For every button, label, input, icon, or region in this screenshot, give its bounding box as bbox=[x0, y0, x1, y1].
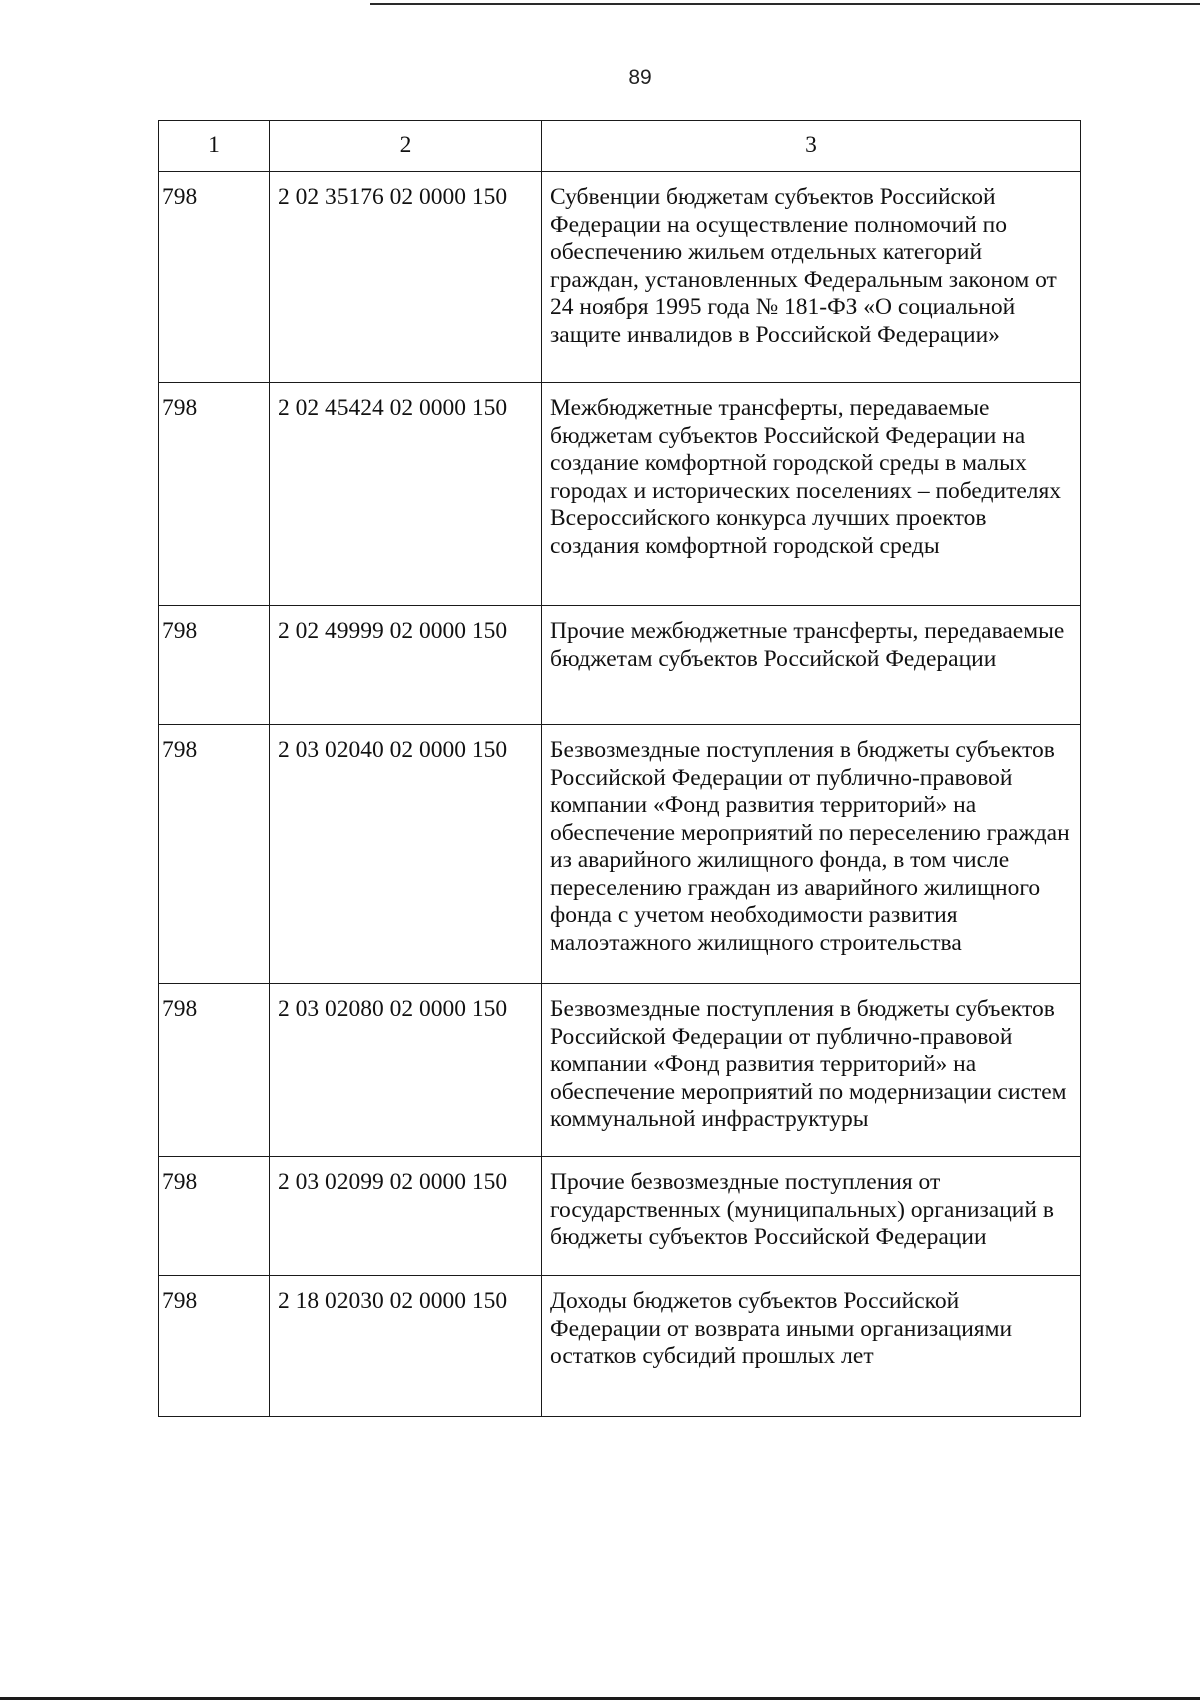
description-cell: Субвенции бюджетам субъектов Российской Федерации на осуществление полномочий по обеспечению жильем отдельных категорий граждан, установленных Федеральным законом от 24 ноября 1995 года № 181-ФЗ «О социальной защите инвалидов в Российской Федерации» bbox=[542, 172, 1081, 383]
description-cell: Доходы бюджетов субъектов Российской Федерации от возврата иными организациями остатков субсидий прошлых лет bbox=[542, 1276, 1081, 1417]
admin-code-cell: 798 bbox=[159, 383, 270, 606]
table-row bbox=[159, 383, 1081, 606]
header-cell-1: 1 bbox=[159, 121, 270, 172]
header-cell-2: 2 bbox=[270, 121, 542, 172]
description-cell: Безвозмездные поступления в бюджеты субъектов Российской Федерации от публично-правовой компании «Фонд развития территорий» на обеспечение мероприятий по модернизации систем коммунальной инфраструктуры bbox=[542, 984, 1081, 1157]
scan-edge-top bbox=[370, 3, 1200, 5]
description-cell: Межбюджетные трансферты, передаваемые бюджетам субъектов Российской Федерации на создание комфортной городской среды в малых городах и исторических поселениях – победителях Всероссийского конкурса лучших проектов создания комфортной городской среды bbox=[542, 383, 1081, 606]
table-row bbox=[159, 172, 1081, 383]
table-row bbox=[159, 606, 1081, 725]
admin-code-cell: 798 bbox=[159, 172, 270, 383]
table-header-row bbox=[159, 121, 1081, 172]
admin-code-cell: 798 bbox=[159, 1276, 270, 1417]
description-cell: Прочие межбюджетные трансферты, передаваемые бюджетам субъектов Российской Федерации bbox=[542, 606, 1081, 725]
table-row bbox=[159, 1276, 1081, 1417]
revenue-code-cell: 2 02 35176 02 0000 150 bbox=[270, 172, 542, 383]
revenue-code-cell: 2 18 02030 02 0000 150 bbox=[270, 1276, 542, 1417]
scan-edge-bottom bbox=[0, 1697, 1200, 1700]
revenue-code-cell: 2 03 02080 02 0000 150 bbox=[270, 984, 542, 1157]
header-cell-3: 3 bbox=[542, 121, 1081, 172]
revenue-code-cell: 2 02 45424 02 0000 150 bbox=[270, 383, 542, 606]
admin-code-cell: 798 bbox=[159, 984, 270, 1157]
revenue-code-cell: 2 02 49999 02 0000 150 bbox=[270, 606, 542, 725]
description-cell: Безвозмездные поступления в бюджеты субъектов Российской Федерации от публично-правовой компании «Фонд развития территорий» на обеспечение мероприятий по переселению граждан из аварийного жилищного фонда, в том числе переселению граждан из аварийного жилищного фонда с учетом необходимости развития малоэтажного жилищного строительства bbox=[542, 725, 1081, 984]
description-cell: Прочие безвозмездные поступления от государственных (муниципальных) организаций в бюджеты субъектов Российской Федерации bbox=[542, 1157, 1081, 1276]
revenue-code-cell: 2 03 02099 02 0000 150 bbox=[270, 1157, 542, 1276]
table-row bbox=[159, 725, 1081, 984]
page-number: 89 bbox=[628, 66, 652, 89]
admin-code-cell: 798 bbox=[159, 1157, 270, 1276]
admin-code-cell: 798 bbox=[159, 606, 270, 725]
table-row bbox=[159, 1157, 1081, 1276]
table-row bbox=[159, 984, 1081, 1157]
revenue-codes-table bbox=[158, 120, 1081, 1417]
admin-code-cell: 798 bbox=[159, 725, 270, 984]
revenue-code-cell: 2 03 02040 02 0000 150 bbox=[270, 725, 542, 984]
